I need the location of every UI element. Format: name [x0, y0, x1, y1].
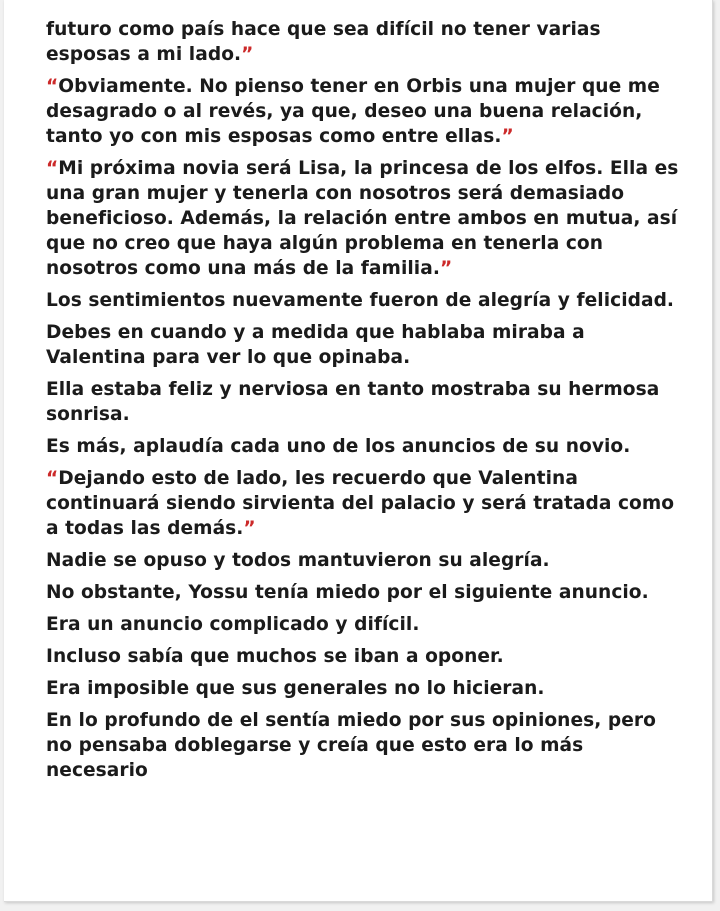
paragraph: [46, 74, 686, 149]
paragraph-text: Ella estaba feliz y nerviosa en tanto mostraba su hermosa sonrisa.: [46, 379, 660, 425]
paragraph-text: Los sentimientos nuevamente fueron de alegría y felicidad.: [46, 290, 675, 311]
paragraph: [46, 156, 686, 281]
paragraph: [46, 548, 686, 573]
opening-quote: “: [46, 158, 59, 179]
paragraph-text: Es más, aplaudía cada uno de los anuncios de su novio.: [46, 436, 631, 457]
closing-quote: ”: [241, 44, 254, 65]
paragraph: [46, 612, 686, 637]
paragraph-text: Debes en cuando y a medida que hablaba miraba a Valentina para ver lo que opinaba.: [46, 322, 585, 368]
paragraph-text: Incluso sabía que muchos se iban a oponer.: [46, 646, 504, 667]
paragraph: [46, 466, 686, 541]
paragraph-text: futuro como país hace que sea difícil no tener varias esposas a mi lado.: [46, 19, 601, 65]
document-page: [4, 0, 713, 902]
paragraph: [46, 434, 686, 459]
document-body: [46, 17, 686, 790]
closing-quote: ”: [439, 258, 453, 279]
paragraph: [46, 320, 686, 370]
paragraph-text: No obstante, Yossu tenía miedo por el siguiente anuncio.: [46, 582, 649, 603]
opening-quote: “: [46, 468, 59, 489]
paragraph-text: Dejando esto de lado, les recuerdo que Valentina continuará siendo sirvienta del palacio y será tratada como a todas las demás.: [46, 468, 675, 539]
paragraph: [46, 288, 686, 313]
paragraph-text: Era un anuncio complicado y difícil.: [46, 614, 420, 635]
paragraph-text: Mi próxima novia será Lisa, la princesa de los elfos. Ella es una gran mujer y tenerla con nosotros será demasiado beneficioso. Además, la relación entre ambos en mutua, así que no creo que haya algún problema en tenerla con nosotros como una más de la familia.: [46, 158, 679, 279]
paragraph: [46, 17, 686, 67]
closing-quote: ”: [501, 126, 514, 147]
paragraph-text: En lo profundo de el sentía miedo por sus opiniones, pero no pensaba doblegarse y creía que esto era lo más necesario: [46, 710, 656, 781]
paragraph: [46, 644, 686, 669]
paragraph-text: Obviamente. No pienso tener en Orbis una mujer que me desagrado o al revés, ya que, deseo una buena relación, tanto yo con mis esposas como entre ellas.: [46, 76, 660, 147]
paragraph: [46, 676, 686, 701]
paragraph: [46, 580, 686, 605]
paragraph-text: Era imposible que sus generales no lo hicieran.: [46, 678, 545, 699]
paragraph: [46, 377, 686, 427]
paragraph: [46, 708, 686, 783]
opening-quote: “: [46, 76, 59, 97]
closing-quote: ”: [243, 518, 256, 539]
paragraph-text: Nadie se opuso y todos mantuvieron su alegría.: [46, 550, 550, 571]
